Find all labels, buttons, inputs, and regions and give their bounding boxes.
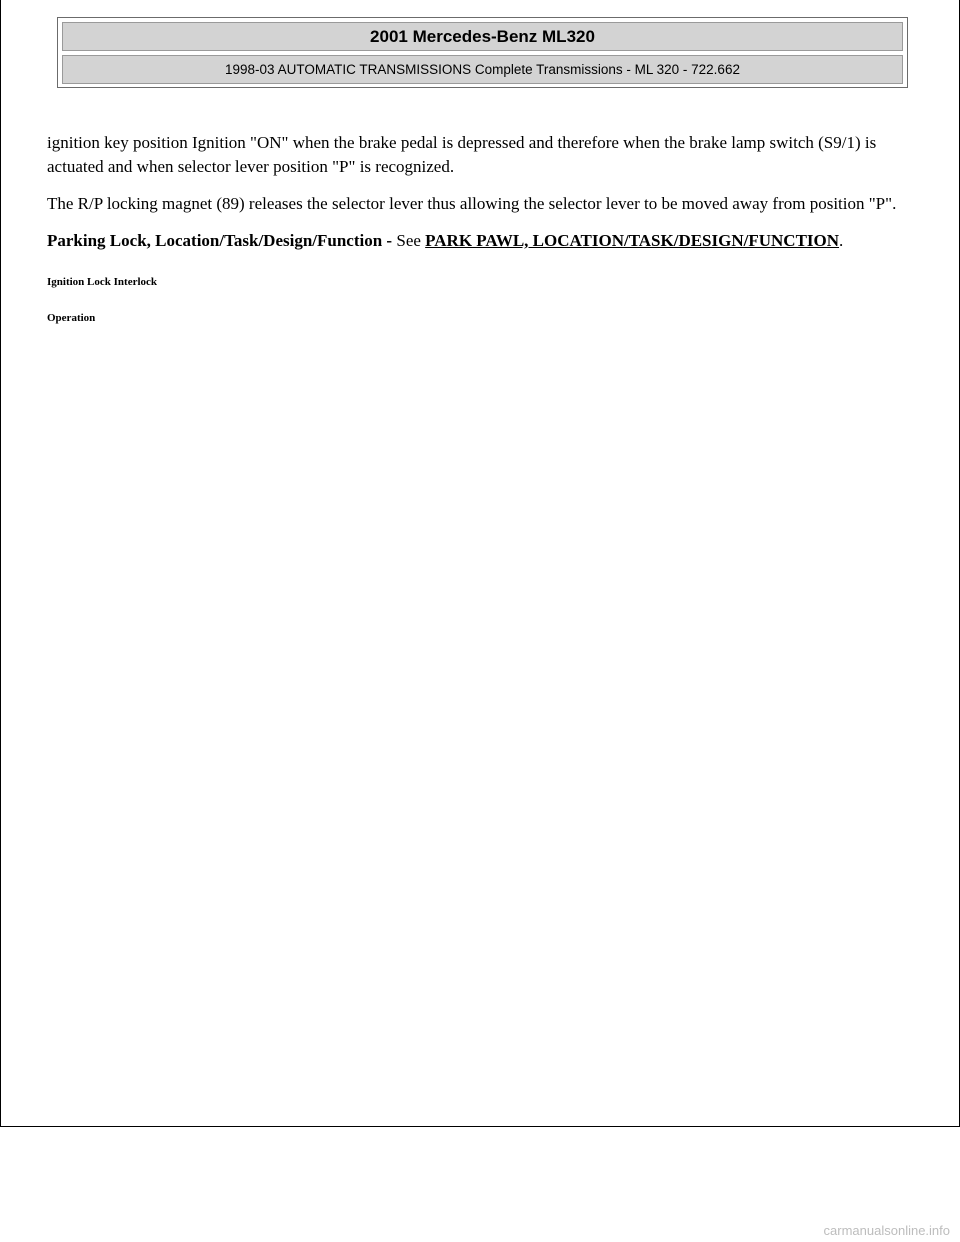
period: .: [839, 231, 844, 250]
watermark-url: carmanualsonline.info: [823, 1223, 950, 1238]
heading-operation: Operation: [47, 312, 96, 324]
vehicle-title: 2001 Mercedes-Benz ML320: [62, 22, 903, 51]
parking-lock-reference: [47, 229, 917, 253]
document-body: [47, 131, 917, 325]
paragraph-ignition-key: ignition key position Ignition "ON" when the brake pedal is depressed and therefore when the brake lamp switch (S9/1) is actuated and when selector lever position "P" is recognized.: [47, 133, 877, 176]
parking-lock-label: Parking Lock, Location/Task/Design/Function -: [47, 231, 393, 250]
park-pawl-link[interactable]: PARK PAWL, LOCATION/TASK/DESIGN/FUNCTION: [425, 231, 840, 250]
see-text: See: [396, 231, 421, 250]
document-header: [57, 17, 908, 88]
heading-ignition-lock-interlock: Ignition Lock Interlock: [47, 276, 158, 288]
section-subtitle: 1998-03 AUTOMATIC TRANSMISSIONS Complete Transmissions - ML 320 - 722.662: [62, 55, 903, 84]
paragraph-rp-locking-magnet: The R/P locking magnet (89) releases the selector lever thus allowing the selector lever to be moved away from position "P".: [47, 194, 897, 213]
